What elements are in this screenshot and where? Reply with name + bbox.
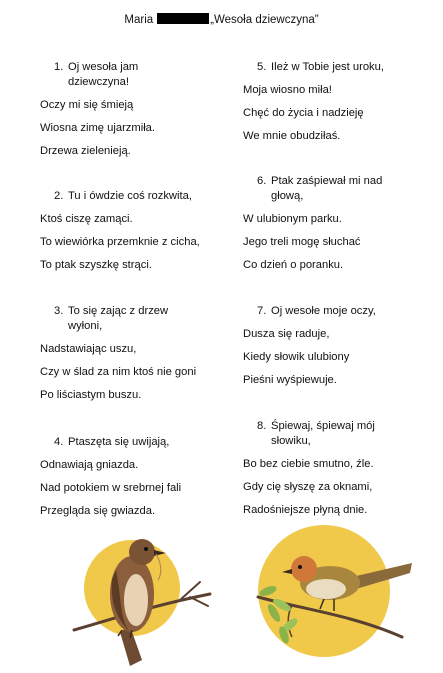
stanza-heading [243, 419, 433, 449]
stanza-heading [243, 174, 433, 204]
stanza-heading [40, 60, 225, 90]
verse-line: Oczy mi się śmieją [40, 99, 134, 111]
verse-line: Wiosna zimę ujarzmiła. [40, 122, 156, 134]
stanza-number: 3. [54, 305, 64, 317]
verse-line: Bo bez ciebie smutno, źle. [243, 458, 374, 470]
stanza-number: 4. [54, 436, 64, 448]
stanza-heading-text: Ptak zaśpiewał mi nad głową, [271, 175, 383, 202]
verse-line: Czy w ślad za nim ktoś nie goni [40, 366, 197, 378]
stanza-heading [40, 435, 225, 450]
verse-line: Gdy cię słyszę za oknami, [243, 481, 373, 493]
title-prefix: Maria [124, 14, 154, 26]
title-suffix: „Wesoła dziewczyna” [210, 14, 319, 26]
verse-line: Kiedy słowik ulubiony [243, 351, 350, 363]
stanza-2 [40, 189, 225, 273]
verse-line: Nadstawiając uszu, [40, 343, 137, 355]
verse-line: Ktoś ciszę zamąci. [40, 213, 133, 225]
verse-line: Radośniejsze płyną dnie. [243, 504, 368, 516]
verse-line: To wiewiórka przemknie z cicha, [40, 236, 200, 248]
verse-line: Po liściastym buszu. [40, 389, 142, 401]
stanza-heading [243, 60, 433, 75]
stanza-number: 2. [54, 190, 64, 202]
verse-line: Chęć do życia i nadzieję [243, 107, 364, 119]
verse-line: W ulubionym parku. [243, 213, 342, 225]
stanza-1 [40, 60, 225, 159]
verse-line: Pieśni wyśpiewuje. [243, 374, 337, 386]
verse-line: Dusza się raduje, [243, 328, 330, 340]
stanza-7 [243, 304, 433, 388]
verse-line: Nad potokiem w srebrnej fali [40, 482, 182, 494]
stanza-heading [40, 304, 225, 334]
stanza-number: 1. [54, 61, 64, 73]
stanza-heading-text: Ptaszęta się uwijają, [68, 436, 170, 448]
verse-line: To ptak szyszkę strąci. [40, 259, 152, 271]
verse-line: Jego treli mogę słuchać [243, 236, 361, 248]
verse-line: Moja wiosno miła! [243, 84, 332, 96]
stanza-4 [40, 435, 225, 519]
verse-line: We mnie obudziłaś. [243, 130, 341, 142]
stanza-heading-text: Ileż w Tobie jest uroku, [271, 61, 384, 73]
redaction-bar [157, 13, 209, 24]
stanza-number: 8. [257, 420, 267, 432]
verse-line: Przegląda się gwiazda. [40, 505, 156, 517]
verse-line: Drzewa zielenieją. [40, 145, 131, 157]
stanza-heading-text: To się zając z drzew wyłoni, [68, 305, 169, 332]
stanza-number: 5. [257, 61, 267, 73]
stanza-5 [243, 60, 433, 144]
stanza-heading [243, 304, 433, 319]
stanza-heading-text: Oj wesołe moje oczy, [271, 305, 376, 317]
stanza-heading [40, 189, 225, 204]
stanza-number: 7. [257, 305, 267, 317]
stanza-3 [40, 304, 225, 403]
verse-line: Co dzień o poranku. [243, 259, 344, 271]
verse-line: Odnawiają gniazda. [40, 459, 139, 471]
warbler-on-branch-icon [252, 525, 417, 670]
sparrow-on-branch-icon [70, 520, 220, 670]
stanza-8 [243, 419, 433, 518]
stanza-number: 6. [257, 175, 267, 187]
stanza-6 [243, 174, 433, 273]
stanza-heading-text: Śpiewaj, śpiewaj mój słowiku, [271, 420, 375, 447]
stanza-heading-text: Tu i ówdzie coś rozkwita, [68, 190, 192, 202]
stanza-heading-text: Oj wesoła jam dziewczyna! [68, 61, 139, 88]
page-title [0, 13, 443, 26]
